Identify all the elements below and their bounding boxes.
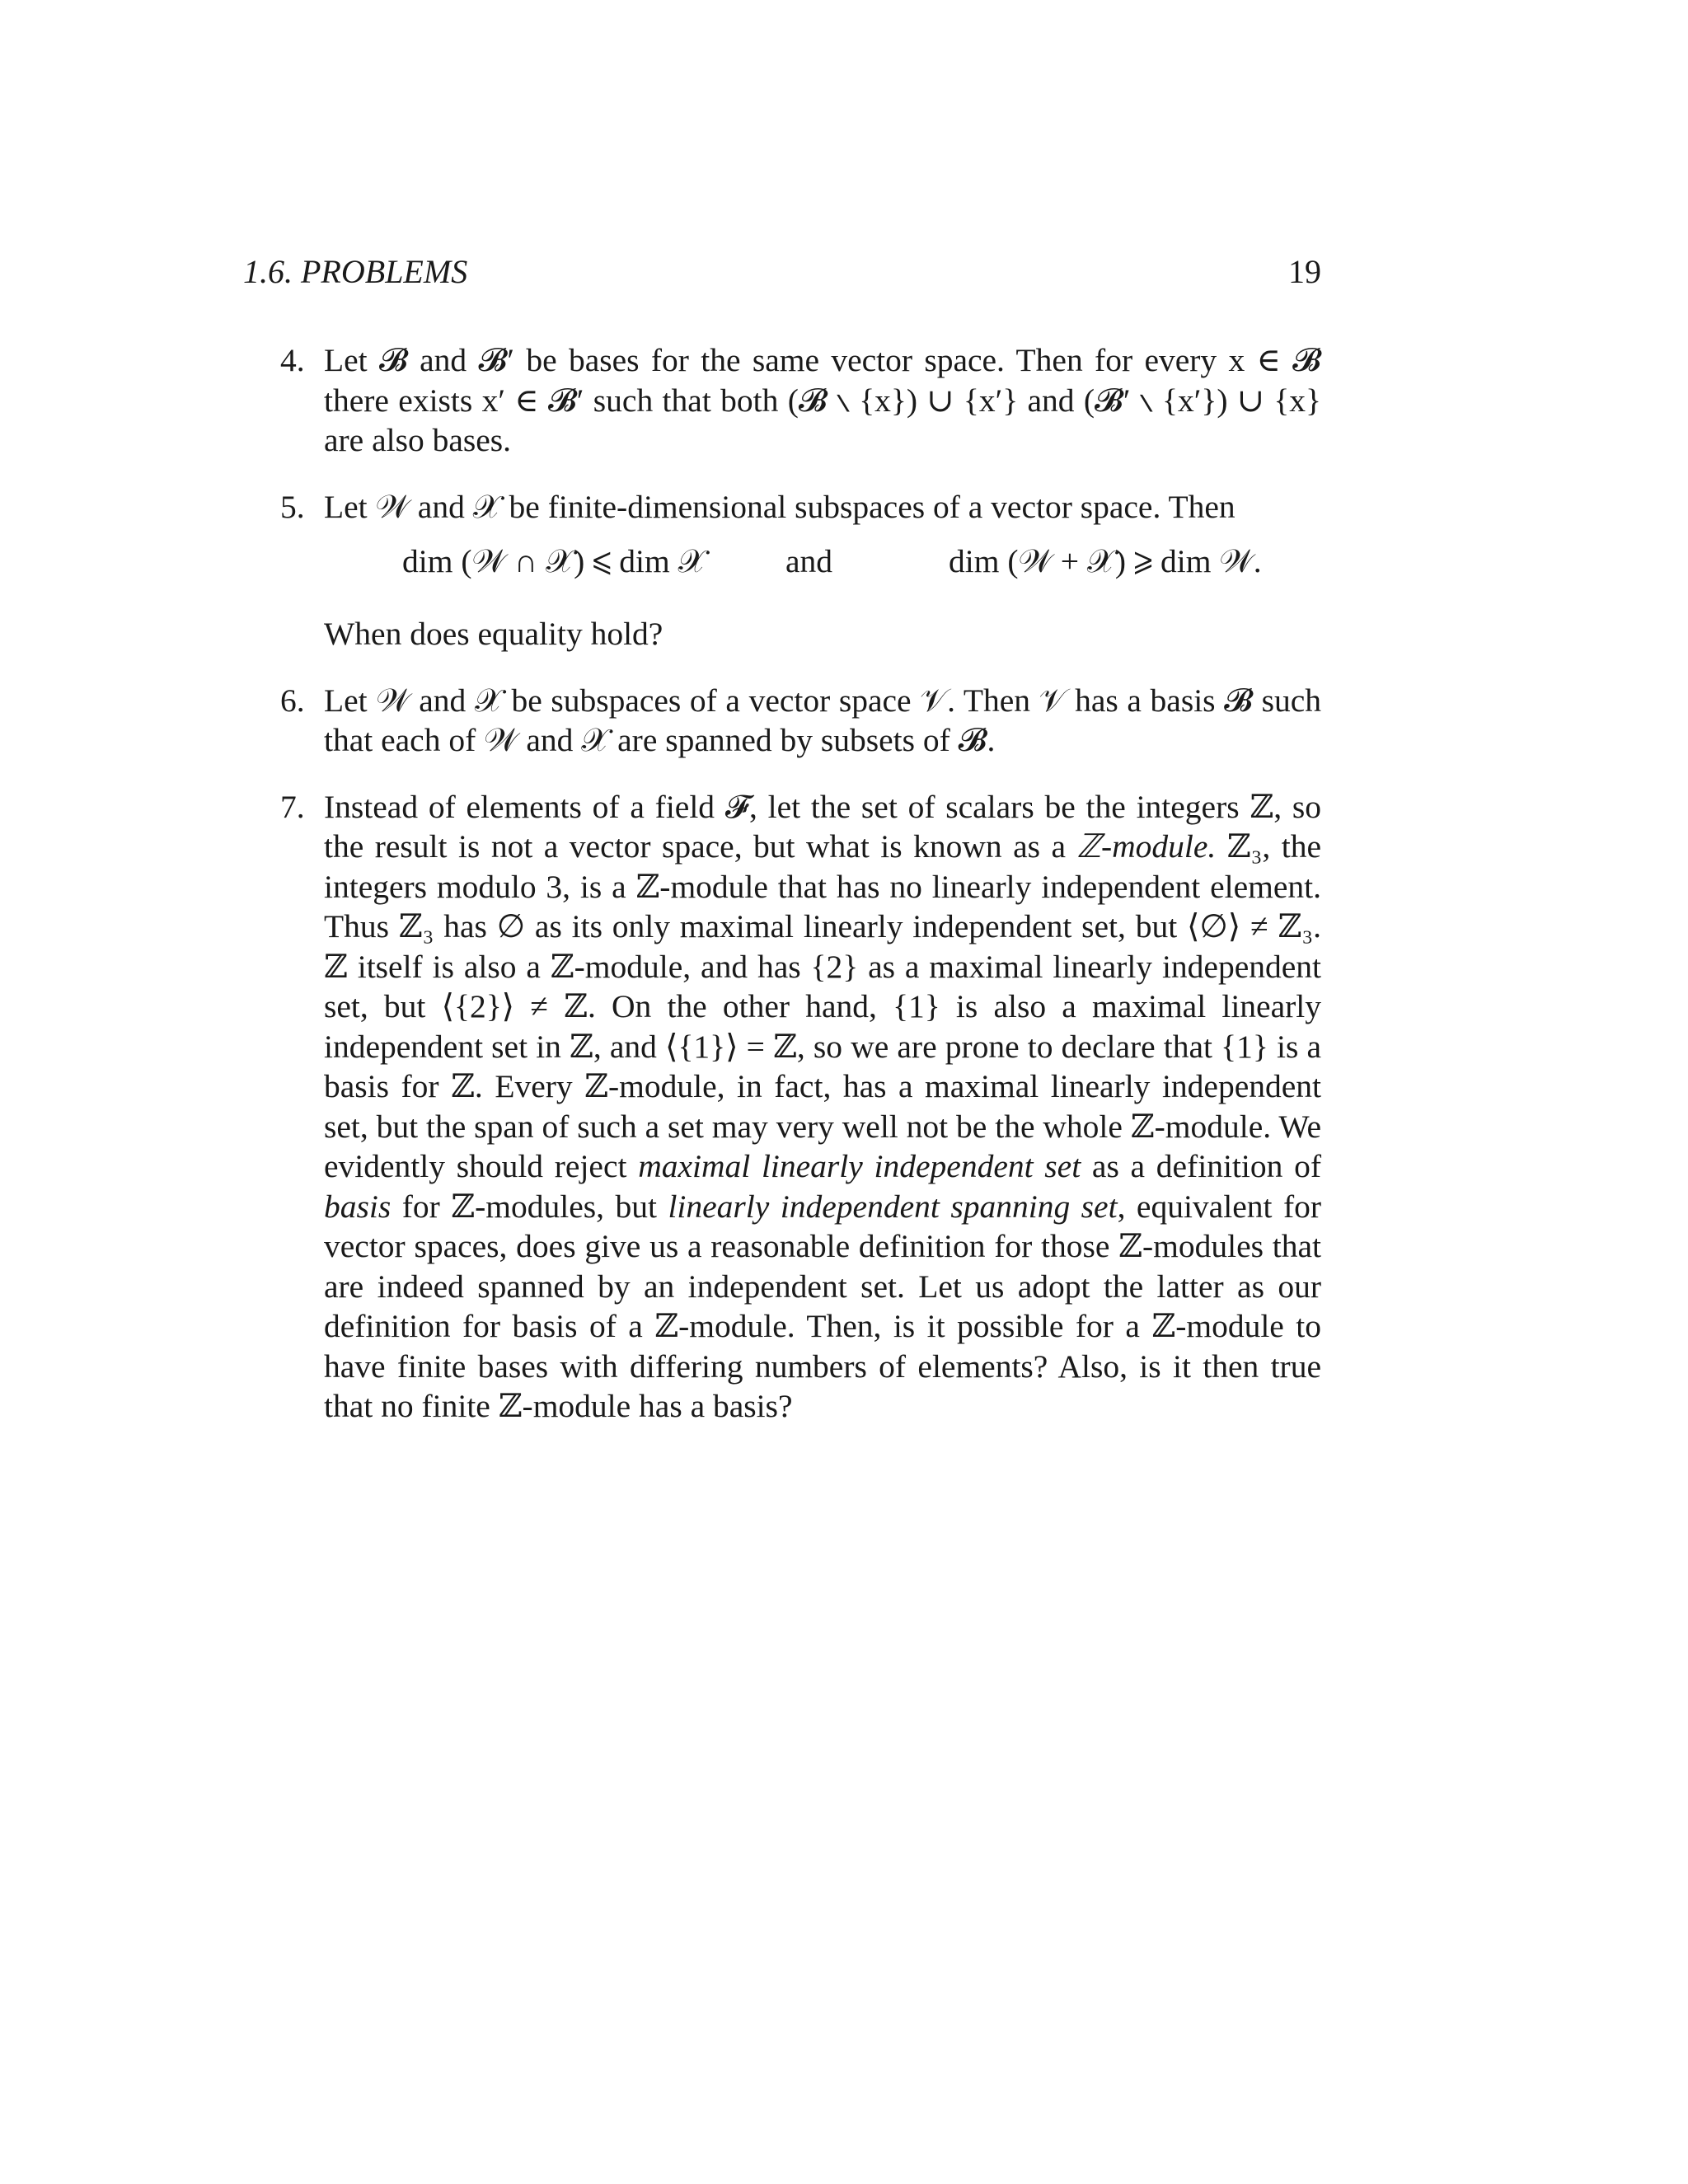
equation-left: dim (𝒲 ∩ 𝒳) ⩽ dim 𝒳 [402, 543, 706, 579]
section-label: 1.6. PROBLEMS [243, 253, 468, 290]
text-run: ℤ₃, the integers modulo 3, is a ℤ-module that has no linearly independent element. Thus ℤ₃ has ∅ as its only maximal linearly independent set, but ⟨∅⟩ ≠ ℤ₃. ℤ itself is also a ℤ-module, and has {2} as a maximal linearly independent set, but ⟨{2}⟩ ≠ ℤ. On the other hand, {1} is also a maximal linearly independent set in ℤ, and ⟨{1}⟩ = ℤ, so we are prone to declare that {1} is a basis for ℤ. Every ℤ-module, in fact, has a maximal linearly independent set, but the span of such a set may very well not be the whole ℤ-module. We evidently should reject [324, 828, 1321, 1184]
problem-number: 5. [280, 488, 305, 525]
text-run: Instead of elements of a field 𝓕, let the set of scalars be the integers ℤ, so the result is not a vector space, but what is known as a [324, 788, 1321, 865]
problem-number: 6. [280, 682, 305, 719]
text-run: as a definition of [1081, 1148, 1321, 1184]
problem-text: Let 𝓑 and 𝓑′ be bases for the same vector space. Then for every x ∈ 𝓑 there exists x′ ∈ 𝓑′ such that both (𝓑 ∖ {x}) ∪ {x′} and (𝓑′ ∖ {x′}) ∪ {x} are also bases. [324, 342, 1321, 458]
text-run: , equivalent for vector spaces, does give us a reasonable definition for those ℤ-modules that are indeed spanned by an independent set. Let us adopt the latter as our definition for basis of a ℤ-module. Then, is it possible for a ℤ-module to have finite bases with differing numbers of elements? Also, is it then true that no finite ℤ-module has a basis? [324, 1188, 1322, 1424]
problem-7 [243, 787, 1321, 1427]
problem-list [243, 340, 1321, 1453]
equation-connector: and [785, 543, 833, 579]
page-number: 19 [1288, 253, 1321, 290]
emphasis-z-module: ℤ-module. [1076, 828, 1217, 865]
emphasis-spanning-set: linearly independent spanning set [668, 1188, 1118, 1225]
problem-text [324, 787, 1321, 1427]
text-run: for ℤ-modules, but [391, 1188, 668, 1225]
problem-followup: When does equality hold? [324, 616, 663, 652]
problem-6 [243, 681, 1321, 761]
problem-text: Let 𝒲 and 𝒳 be finite-dimensional subspaces of a vector space. Then [324, 488, 1236, 525]
problem-4 [243, 340, 1321, 461]
problem-5 [243, 487, 1321, 654]
emphasis-maximal-set: maximal linearly independent set [638, 1148, 1081, 1184]
problem-number: 7. [280, 788, 305, 825]
problem-text: Let 𝒲 and 𝒳 be subspaces of a vector space 𝒱. Then 𝒱 has a basis 𝓑 such that each of 𝒲 and 𝒳 are spanned by subsets of 𝓑. [324, 682, 1321, 758]
problem-number: 4. [280, 342, 305, 378]
equation-right: dim (𝒲 + 𝒳) ⩾ dim 𝒲. [949, 543, 1262, 579]
running-head [243, 252, 1321, 302]
display-equation [324, 541, 1321, 593]
emphasis-basis: basis [324, 1188, 392, 1225]
